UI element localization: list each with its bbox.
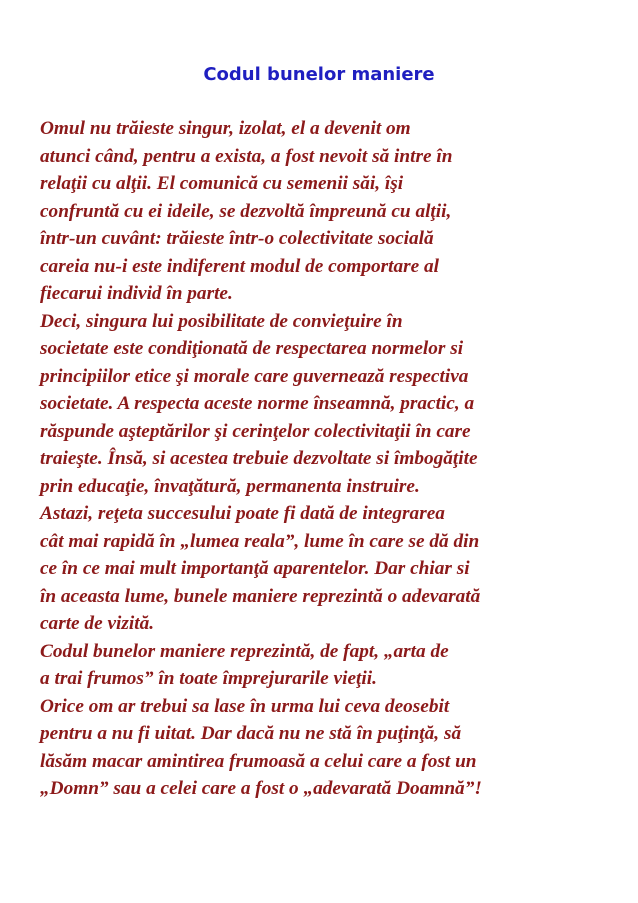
text-line: atunci când, pentru a exista, a fost nevoit să intre în <box>40 145 453 167</box>
document-title: Codul bunelor maniere <box>203 64 435 85</box>
text-line: lăsăm macar amintirea frumoasă a celui care a fost un <box>40 750 477 772</box>
document-body <box>40 115 600 803</box>
text-line: relaţii cu alţii. El comunică cu semenii săi, îşi <box>40 173 404 194</box>
text-line: ce în ce mai mult importanţă aparentelor. Dar chiar si <box>40 558 470 579</box>
text-line: principiilor etice şi morale care guvernează respectiva <box>40 365 469 387</box>
text-line: Deci, singura lui posibilitate de convieţuire în <box>40 310 403 332</box>
text-line: prin educaţie, învaţătură, permanenta instruire. <box>40 475 420 497</box>
text-line: în aceasta lume, bunele maniere reprezintă o adevarată <box>40 585 481 607</box>
text-line: Astazi, reţeta succesului poate fi dată de integrarea <box>40 503 445 524</box>
text-line: Orice om ar trebui sa lase în urma lui ceva deosebit <box>40 695 450 717</box>
text-line: pentru a nu fi uitat. Dar dacă nu ne stă în puţinţă, să <box>40 723 462 744</box>
text-line: carte de vizită. <box>40 613 155 634</box>
text-line: răspunde aşteptărilor şi cerinţelor colectivitaţii în care <box>40 420 471 442</box>
text-line: Omul nu trăieste singur, izolat, el a devenit om <box>40 118 411 139</box>
text-line: confruntă cu ei ideile, se dezvoltă împreună cu alţii, <box>40 200 452 222</box>
text-line: Codul bunelor maniere reprezintă, de fapt, „arta de <box>40 640 449 662</box>
text-line: societate. A respecta aceste norme înseamnă, practic, a <box>40 393 475 414</box>
text-line: societate este condiţionată de respectarea normelor si <box>40 338 464 359</box>
text-line: traieşte. Însă, si acestea trebuie dezvoltate si îmbogăţite <box>40 448 478 469</box>
text-line: într-un cuvânt: trăieste într-o colectivitate socială <box>40 228 434 249</box>
text-line: a trai frumos” în toate împrejurarile vieţii. <box>40 668 377 689</box>
text-line: „Domn” sau a celei care a fost o „adevarată Doamnă”! <box>40 778 482 799</box>
text-line: careia nu-i este indiferent modul de comportare al <box>40 255 439 277</box>
text-line: cât mai rapidă în „lumea reala”, lume în care se dă din <box>40 530 480 552</box>
text-line: fiecarui individ în parte. <box>40 283 233 304</box>
